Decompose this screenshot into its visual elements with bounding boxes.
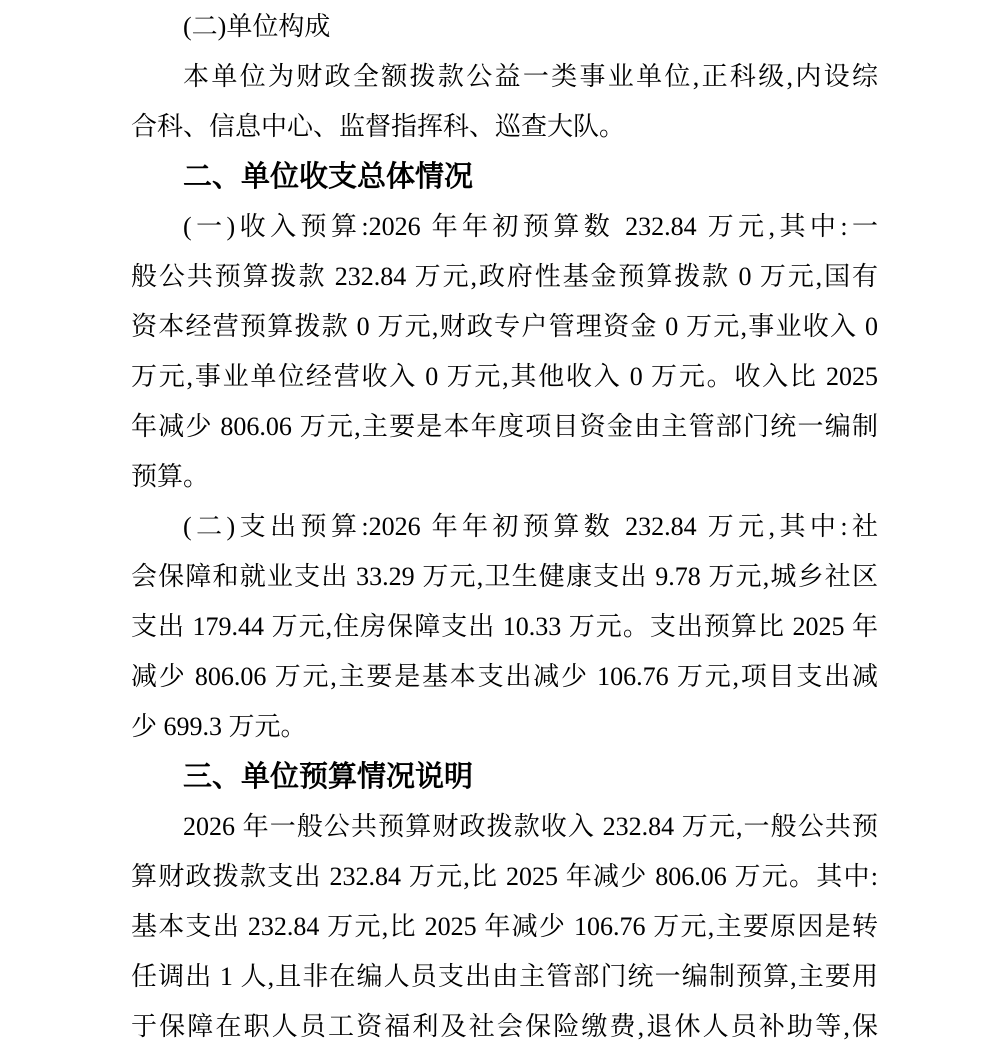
text-line: 合科、信息中心、监督指挥科、巡查大队。 (131, 112, 626, 141)
text-line: 预算。 (131, 462, 210, 491)
text-line: 般公共预算拨款 232.84 万元,政府性基金预算拨款 0 万元,国有 (131, 262, 878, 291)
text-line: 支出 179.44 万元,住房保障支出 10.33 万元。支出预算比 2025 年 (131, 612, 878, 641)
text-line: 年减少 806.06 万元,主要是本年度项目资金由主管部门统一编制 (131, 412, 878, 441)
document-body (131, 2, 878, 1052)
text-line: 基本支出 232.84 万元,比 2025 年减少 106.76 万元,主要原因是转 (131, 912, 878, 941)
text-line: 于保障在职人员工资福利及社会保险缴费,退休人员补助等,保 (131, 1012, 878, 1041)
text-line: 少 699.3 万元。 (131, 712, 307, 741)
section-heading: 三、单位预算情况说明 (183, 761, 474, 793)
text-line: 任调出 1 人,且非在编人员支出由主管部门统一编制预算,主要用 (131, 962, 878, 991)
text-line: (二)单位构成 (183, 12, 331, 41)
text-line: 2026 年一般公共预算财政拨款收入 232.84 万元,一般公共预 (183, 812, 878, 841)
text-line: 万元,事业单位经营收入 0 万元,其他收入 0 万元。收入比 2025 (131, 362, 878, 391)
text-line: 会保障和就业支出 33.29 万元,卫生健康支出 9.78 万元,城乡社区 (131, 562, 878, 591)
text-line: (二)支出预算:2026 年年初预算数 232.84 万元,其中:社 (183, 512, 878, 541)
section-heading: 二、单位收支总体情况 (183, 161, 474, 193)
text-line: 减少 806.06 万元,主要是基本支出减少 106.76 万元,项目支出减 (131, 662, 878, 691)
text-line: (一)收入预算:2026 年年初预算数 232.84 万元,其中:一 (183, 212, 878, 241)
text-line: 资本经营预算拨款 0 万元,财政专户管理资金 0 万元,事业收入 0 (131, 312, 878, 341)
text-line: 算财政拨款支出 232.84 万元,比 2025 年减少 806.06 万元。其中: (131, 862, 878, 891)
text-line: 本单位为财政全额拨款公益一类事业单位,正科级,内设综 (183, 62, 878, 91)
